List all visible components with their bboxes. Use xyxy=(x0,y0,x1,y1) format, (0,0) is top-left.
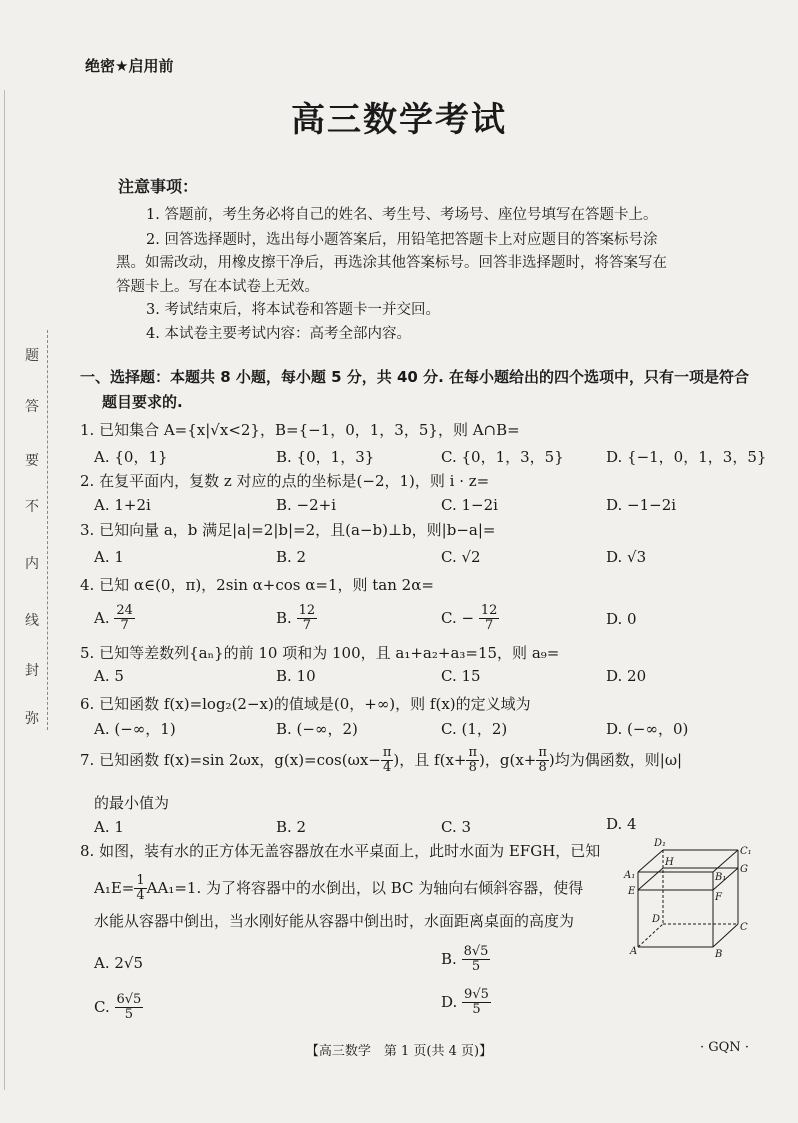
frac-num: 8√5 xyxy=(463,944,489,959)
frac-den: 7 xyxy=(120,618,129,634)
binding-char: 不 xyxy=(25,499,39,515)
frac-num: 24 xyxy=(116,603,133,618)
q7-fraction-pi4 xyxy=(381,746,394,776)
q8-option-c xyxy=(94,993,143,1023)
cube-edge xyxy=(713,924,738,947)
page-footer: 【高三数学 第 1 页(共 4 页)】 xyxy=(305,1044,493,1059)
label-H: H xyxy=(665,857,674,868)
q7-stem-part: )，且 f(x+ xyxy=(393,750,467,769)
q5-option-c: C. 15 xyxy=(441,667,481,685)
frac-num: π xyxy=(382,745,392,760)
q6-option-c: C. (1，2) xyxy=(441,720,508,738)
q3-option-a: A. 1 xyxy=(94,548,124,566)
q8-option-c-label: C. xyxy=(94,997,110,1016)
q2-option-b: B. −2+i xyxy=(276,496,337,514)
frac-num: 1 xyxy=(136,873,145,888)
label-E: E xyxy=(628,886,636,897)
frac-den: 8 xyxy=(538,760,547,776)
binding-char: 答 xyxy=(25,399,39,415)
frac-num: 9√5 xyxy=(464,987,489,1002)
q3-option-c: C. √2 xyxy=(441,548,481,566)
q7-option-a: A. 1 xyxy=(94,818,124,836)
label-D: D xyxy=(652,914,661,925)
q8-option-d-label: D. xyxy=(441,992,458,1011)
q7-stem-part: )均为偶函数，则|ω| xyxy=(548,750,683,769)
label-B: B xyxy=(715,949,723,960)
frac-den: 7 xyxy=(484,618,494,634)
q4-option-b-label: B. xyxy=(276,608,292,627)
q7-option-b: B. 2 xyxy=(276,818,307,836)
frac-den: 8 xyxy=(468,760,477,776)
question-8-stem-line3: 水能从容器中倒出，当水刚好能从容器中倒出时，水面距离桌面的高度为 xyxy=(94,912,575,930)
question-1-stem: 1. 已知集合 A={x|√x<2}，B={−1，0，1，3，5}，则 A∩B= xyxy=(80,421,520,439)
q4-option-c-label: C. − xyxy=(441,608,475,627)
q6-option-d: D. (−∞，0) xyxy=(606,720,689,738)
question-3-stem: 3. 已知向量 a，b 满足|a|=2|b|=2，且(a−b)⊥b，则|b−a|= xyxy=(80,521,496,539)
frac-den: 5 xyxy=(472,1002,481,1018)
label-C: C xyxy=(740,922,748,933)
q4-option-a-fraction xyxy=(114,604,135,634)
q4-option-c xyxy=(441,604,499,634)
frac-den: 7 xyxy=(302,618,311,634)
page-title: 高三数学考试 xyxy=(291,100,507,140)
label-G: G xyxy=(740,864,748,875)
frac-den: 5 xyxy=(471,959,481,975)
q7-stem-part: )，g(x+ xyxy=(479,750,537,769)
question-7-stem-cont: 的最小值为 xyxy=(94,794,170,812)
binding-char: 题 xyxy=(25,348,39,364)
cube-edge xyxy=(638,850,663,872)
q3-option-d: D. √3 xyxy=(606,548,647,566)
q1-option-a: A. {0，1} xyxy=(94,448,168,466)
question-8-stem-line2 xyxy=(94,874,583,904)
binding-char: 要 xyxy=(25,453,39,469)
cube-edge xyxy=(713,850,738,872)
label-A: A xyxy=(630,946,638,957)
notice-item: 4. 本试卷主要考试内容：高考全部内容。 xyxy=(146,326,411,342)
label-D1: D₁ xyxy=(654,838,667,849)
question-6-stem: 6. 已知函数 f(x)=log₂(2−x)的值域是(0，+∞)，则 f(x)的定义域为 xyxy=(80,695,531,713)
binding-dashed-line xyxy=(47,330,48,730)
frac-den: 5 xyxy=(124,1007,134,1023)
notice-item: 3. 考试结束后，将本试卷和答题卡一并交回。 xyxy=(146,302,440,318)
question-2-stem: 2. 在复平面内，复数 z 对应的点的坐标是(−2，1)，则 i · z= xyxy=(80,472,490,490)
q6-option-a: A. (−∞，1) xyxy=(94,720,176,738)
cube-figure xyxy=(618,832,758,962)
q4-option-a-label: A. xyxy=(94,608,110,627)
q8-option-b-fraction xyxy=(462,945,491,975)
question-5-stem: 5. 已知等差数列{aₙ}的前 10 项和为 100，且 a₁+a₂+a₃=15，则 a₉= xyxy=(80,644,560,662)
cube-hidden-edge xyxy=(638,924,663,947)
q7-option-d: D. 4 xyxy=(606,815,637,833)
notice-item: 黑。如需改动，用橡皮擦干净后，再选涂其他答案标号。回答非选择题时，将答案写在 xyxy=(116,255,667,271)
label-F: F xyxy=(715,892,722,903)
section-heading-cont: 题目要求的. xyxy=(102,393,183,411)
frac-num: π xyxy=(468,745,478,760)
q4-option-c-fraction xyxy=(479,604,500,634)
q3-option-b: B. 2 xyxy=(276,548,307,566)
frac-den: 4 xyxy=(136,888,145,904)
binding-char: 弥 xyxy=(25,711,39,727)
q7-stem-part: 7. 已知函数 f(x)=sin 2ωx，g(x)=cos(ωx− xyxy=(80,750,381,769)
question-7-stem xyxy=(80,746,682,776)
q2-option-a: A. 1+2i xyxy=(94,496,151,514)
frac-num: 12 xyxy=(480,603,498,618)
q8-option-d xyxy=(441,988,491,1018)
frac-den: 4 xyxy=(383,760,392,776)
q8-option-a: A. 2√5 xyxy=(94,954,144,972)
frac-num: 6√5 xyxy=(116,992,142,1007)
q4-option-a xyxy=(94,604,135,634)
question-4-stem: 4. 已知 α∈(0，π)，2sin α+cos α=1，则 tan 2α= xyxy=(80,576,434,594)
secret-label: 绝密★启用前 xyxy=(85,57,174,75)
q6-option-b: B. (−∞，2) xyxy=(276,720,358,738)
q1-option-c: C. {0，1，3，5} xyxy=(441,448,564,466)
section-heading: 一、选择题：本题共 8 小题，每小题 5 分，共 40 分. 在每小题给出的四个选项中，只有一项是符合 xyxy=(80,368,750,386)
notice-item: 1. 答题前，考生务必将自己的姓名、考生号、考场号、座位号填写在答题卡上。 xyxy=(146,207,658,223)
q2-option-d: D. −1−2i xyxy=(606,496,677,514)
binding-char: 内 xyxy=(25,556,39,572)
q8-option-b xyxy=(441,945,490,975)
q4-option-d: D. 0 xyxy=(606,610,637,628)
q2-option-c: C. 1−2i xyxy=(441,496,498,514)
binding-char: 线 xyxy=(25,613,39,629)
frac-num: π xyxy=(538,745,547,760)
q5-option-d: D. 20 xyxy=(606,667,647,685)
q8-option-b-label: B. xyxy=(441,949,457,968)
label-C1: C₁ xyxy=(740,846,752,857)
notice-item: 2. 回答选择题时，选出每小题答案后，用铅笔把答题卡上对应题目的答案标号涂 xyxy=(146,232,658,248)
q1-option-d: D. {−1，0，1，3，5} xyxy=(606,448,767,466)
q4-option-b-fraction xyxy=(297,604,318,634)
q8-stem-part: AA₁=1. 为了将容器中的水倒出，以 BC 为轴向右倾斜容器，使得 xyxy=(146,878,584,897)
q5-option-a: A. 5 xyxy=(94,667,124,685)
q4-option-b xyxy=(276,604,317,634)
q8-option-d-fraction xyxy=(462,988,491,1018)
label-A1: A₁ xyxy=(624,870,636,881)
q1-option-b: B. {0，1，3} xyxy=(276,448,375,466)
margin-line xyxy=(4,90,5,1090)
q8-stem-part: A₁E= xyxy=(94,878,135,897)
notice-title: 注意事项： xyxy=(118,177,199,196)
notice-item: 答题卡上。写在本试卷上无效。 xyxy=(116,279,319,295)
q8-fraction-quarter xyxy=(134,874,146,904)
footer-code: · GQN · xyxy=(700,1040,749,1055)
q7-fraction-pi8 xyxy=(466,746,479,776)
q5-option-b: B. 10 xyxy=(276,667,316,685)
q7-fraction-pi8-2 xyxy=(536,746,549,776)
q7-option-c: C. 3 xyxy=(441,818,472,836)
water-edge xyxy=(638,868,663,890)
q8-option-c-fraction xyxy=(115,993,144,1023)
frac-num: 12 xyxy=(298,603,316,618)
binding-char: 封 xyxy=(25,663,39,679)
question-8-stem: 8. 如图，装有水的正方体无盖容器放在水平桌面上，此时水面为 EFGH，已知 xyxy=(80,842,601,860)
label-B1: B₁ xyxy=(715,872,727,883)
